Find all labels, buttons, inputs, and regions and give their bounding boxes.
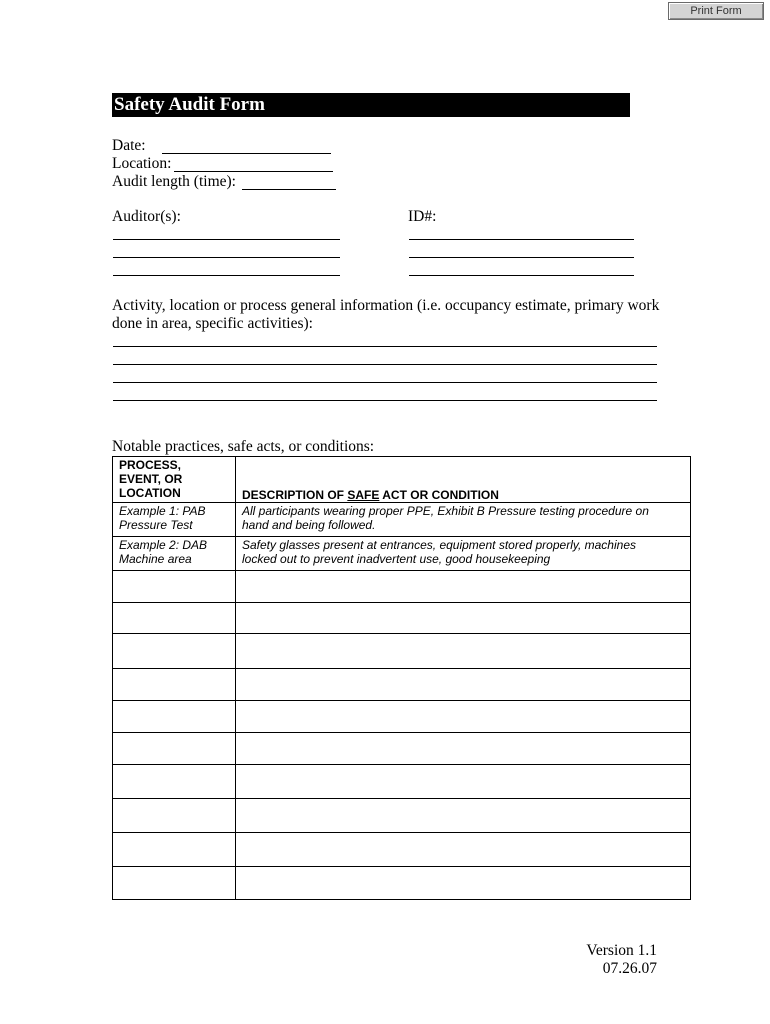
table-row[interactable] <box>113 571 691 603</box>
example-2-description: Safety glasses present at entrances, equipment stored properly, machines locked out to prevent inadvertent use, good housekeeping <box>236 537 691 571</box>
header-process-event-location: PROCESS, EVENT, OR LOCATION <box>113 457 236 503</box>
entry-location-cell[interactable] <box>113 701 236 733</box>
date-label: Date: <box>112 137 146 154</box>
notable-practices-label: Notable practices, safe acts, or conditions: <box>112 438 375 455</box>
entry-description-cell[interactable] <box>236 867 691 900</box>
id-field-3[interactable] <box>409 275 634 276</box>
location-field[interactable] <box>174 171 333 172</box>
example-2-location: Example 2: DAB Machine area <box>113 537 236 571</box>
auditor-field-1[interactable] <box>113 239 340 240</box>
entry-location-cell[interactable] <box>113 867 236 900</box>
entry-description-cell[interactable] <box>236 833 691 867</box>
activity-field-2[interactable] <box>113 364 657 365</box>
table-row[interactable] <box>113 701 691 733</box>
location-label: Location: <box>112 155 172 172</box>
id-label: ID#: <box>408 208 437 225</box>
auditors-label: Auditor(s): <box>112 208 181 225</box>
audit-length-label: Audit length (time): <box>112 173 236 190</box>
table-row[interactable] <box>113 634 691 669</box>
table-row[interactable] <box>113 669 691 701</box>
example-1-location: Example 1: PAB Pressure Test <box>113 503 236 537</box>
activity-field-4[interactable] <box>113 400 657 401</box>
entry-description-cell[interactable] <box>236 701 691 733</box>
entry-description-cell[interactable] <box>236 603 691 634</box>
id-field-2[interactable] <box>409 257 634 258</box>
activity-field-1[interactable] <box>113 346 657 347</box>
entry-location-cell[interactable] <box>113 603 236 634</box>
entry-description-cell[interactable] <box>236 765 691 799</box>
entry-location-cell[interactable] <box>113 571 236 603</box>
table-row[interactable] <box>113 765 691 799</box>
entry-description-cell[interactable] <box>236 571 691 603</box>
entry-description-cell[interactable] <box>236 669 691 701</box>
entry-location-cell[interactable] <box>113 733 236 765</box>
entry-description-cell[interactable] <box>236 634 691 669</box>
form-title: Safety Audit Form <box>112 93 630 117</box>
auditor-field-3[interactable] <box>113 275 340 276</box>
activity-field-3[interactable] <box>113 382 657 383</box>
entry-description-cell[interactable] <box>236 733 691 765</box>
entry-location-cell[interactable] <box>113 634 236 669</box>
table-row[interactable] <box>113 799 691 833</box>
version-number: Version 1.1 <box>586 942 657 959</box>
table-row[interactable] <box>113 603 691 634</box>
notable-practices-table <box>112 456 691 900</box>
activity-prompt-line-2: done in area, specific activities): <box>112 315 313 332</box>
activity-prompt-line-1: Activity, location or process general information (i.e. occupancy estimate, primary work <box>112 297 660 314</box>
date-field[interactable] <box>162 153 331 154</box>
entry-location-cell[interactable] <box>113 765 236 799</box>
audit-length-field[interactable] <box>242 189 336 190</box>
table-row[interactable] <box>113 867 691 900</box>
example-row-1 <box>113 503 691 537</box>
print-form-button[interactable]: Print Form <box>668 2 764 20</box>
table-header-row <box>113 457 691 503</box>
table-row[interactable] <box>113 733 691 765</box>
auditor-field-2[interactable] <box>113 257 340 258</box>
entry-location-cell[interactable] <box>113 799 236 833</box>
entry-location-cell[interactable] <box>113 669 236 701</box>
table-row[interactable] <box>113 833 691 867</box>
example-row-2 <box>113 537 691 571</box>
entry-location-cell[interactable] <box>113 833 236 867</box>
safe-emphasis: SAFE <box>347 488 380 502</box>
version-date: 07.26.07 <box>602 960 657 977</box>
entry-description-cell[interactable] <box>236 799 691 833</box>
header-description: DESCRIPTION OF SAFE ACT OR CONDITION <box>236 457 691 503</box>
id-field-1[interactable] <box>409 239 634 240</box>
example-1-description: All participants wearing proper PPE, Exhibit B Pressure testing procedure on hand and being followed. <box>236 503 691 537</box>
